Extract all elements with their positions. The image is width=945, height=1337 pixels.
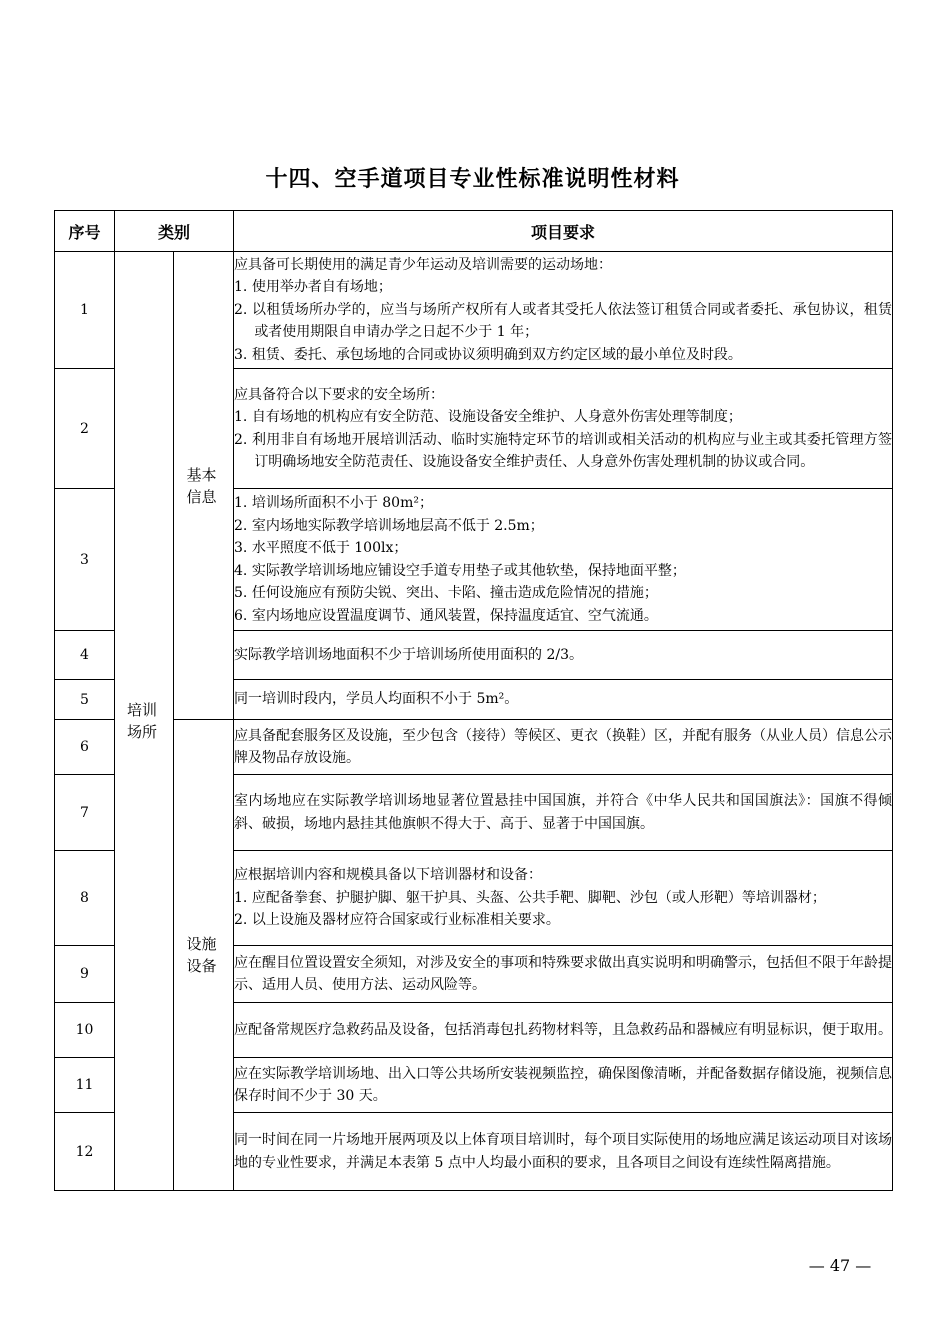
- requirement-line: 1. 培训场所面积不小于 80m²；: [234, 495, 433, 511]
- row-number: 6: [55, 720, 115, 775]
- requirement-line: 室内场地应在实际教学培训场地显著位置悬挂中国国旗，并符合《中华人民共和国国旗法》：国旗不得倾斜、破损，场地内悬挂其他旗帜不得大于、高于、显著于中国国旗。: [234, 793, 893, 832]
- page-number: — 47 —: [808, 1256, 872, 1275]
- requirements-table: [54, 210, 893, 1191]
- requirement-cell: [234, 1113, 893, 1191]
- row-number: 7: [55, 775, 115, 851]
- table-row: [55, 252, 893, 369]
- requirement-cell: [234, 369, 893, 489]
- requirement-cell: [234, 1003, 893, 1058]
- requirement-cell: [234, 851, 893, 946]
- row-number: 11: [55, 1058, 115, 1113]
- row-number: 2: [55, 369, 115, 489]
- row-number: 5: [55, 680, 115, 720]
- requirement-cell: [234, 680, 893, 720]
- requirement-line: 应具备配套服务区及设施，至少包含（接待）等候区、更衣（换鞋）区，并配有服务（从业人员）信息公示牌及物品存放设施。: [234, 727, 893, 766]
- category-basic: 基本信息: [174, 252, 234, 720]
- row-number: 12: [55, 1113, 115, 1191]
- requirement-line: 应在醒目位置设置安全须知，对涉及安全的事项和特殊要求做出真实说明和明确警示，包括但不限于年龄提示、适用人员、使用方法、运动风险等。: [234, 954, 893, 993]
- row-number: 1: [55, 252, 115, 369]
- requirement-line: 3. 水平照度不低于 100lx；: [234, 540, 408, 556]
- category-facility: 设施设备: [174, 720, 234, 1191]
- requirement-line: 1. 应配备拳套、护腿护脚、躯干护具、头盔、公共手靶、脚靶、沙包（或人形靶）等培训器材；: [234, 889, 826, 906]
- row-number: 8: [55, 851, 115, 946]
- requirement-line: 2. 以上设施及器材应符合国家或行业标准相关要求。: [234, 912, 560, 929]
- requirement-line: 2. 利用非自有场地开展培训活动、临时实施特定环节的培训或相关活动的机构应与业主或其委托管理方签订明确场地安全防范责任、设施设备安全维护责任、人身意外伤害处理机制的协议或合同。: [234, 431, 893, 470]
- table-header-row: [55, 211, 893, 252]
- requirement-line: 4. 实际教学培训场地应铺设空手道专用垫子或其他软垫，保持地面平整；: [234, 562, 686, 579]
- requirement-line: 应配备常规医疗急救药品及设备，包括消毒包扎药物材料等，且急救药品和器械应有明显标识，便于取用。: [234, 1021, 893, 1038]
- requirement-line: 2. 以租赁场所办学的，应当与场所产权所有人或者其受托人依法签订租赁合同或者委托、承包协议，租赁或者使用期限自申请办学之日起不少于 1 年；: [234, 301, 893, 341]
- requirement-cell: [234, 720, 893, 775]
- row-number: 3: [55, 489, 115, 631]
- requirement-line: 同一培训时段内，学员人均面积不小于 5m²。: [234, 691, 519, 708]
- table-row: [55, 720, 893, 775]
- row-number: 4: [55, 631, 115, 680]
- requirement-line: 应在实际教学培训场地、出入口等公共场所安装视频监控，确保图像清晰，并配备数据存储设施，视频信息保存时间不少于 30 天。: [234, 1065, 893, 1104]
- header-category: 类别: [115, 211, 234, 252]
- requirement-cell: [234, 252, 893, 369]
- requirement-cell: [234, 631, 893, 680]
- requirement-cell: [234, 775, 893, 851]
- requirement-line: 实际教学培训场地面积不少于培训场所使用面积的 2/3。: [234, 646, 583, 663]
- header-requirements: 项目要求: [234, 211, 893, 252]
- requirement-cell: [234, 1058, 893, 1113]
- requirement-line: 应具备可长期使用的满足青少年运动及培训需要的运动场地：: [234, 256, 613, 273]
- page-title: 十四、空手道项目专业性标准说明性材料: [265, 167, 680, 192]
- row-number: 9: [55, 946, 115, 1003]
- requirement-line: 1. 自有场地的机构应有安全防范、设施设备安全维护、人身意外伤害处理等制度；: [234, 409, 742, 425]
- requirement-line: 1. 使用举办者自有场地；: [234, 279, 392, 296]
- row-number: 10: [55, 1003, 115, 1058]
- requirement-cell: [234, 946, 893, 1003]
- category-main: 培训场所: [115, 252, 174, 1191]
- requirement-line: 3. 租赁、委托、承包场地的合同或协议须明确到双方约定区域的最小单位及时段。: [234, 346, 742, 363]
- requirement-line: 2. 室内场地实际教学培训场地层高不低于 2.5m；: [234, 517, 544, 534]
- requirement-cell: [234, 489, 893, 631]
- requirement-line: 6. 室内场地应设置温度调节、通风装置，保持温度适宜、空气流通。: [234, 607, 658, 624]
- requirement-line: 应具备符合以下要求的安全场所：: [234, 386, 445, 403]
- requirement-line: 应根据培训内容和规模具备以下培训器材和设备：: [234, 867, 543, 884]
- header-num: 序号: [55, 211, 115, 252]
- requirement-line: 5. 任何设施应有预防尖锐、突出、卡陷、撞击造成危险情况的措施；: [234, 585, 658, 601]
- requirement-line: 同一时间在同一片场地开展两项及以上体育项目培训时，每个项目实际使用的场地应满足该运动项目对该场地的专业性要求，并满足本表第 5 点中人均最小面积的要求，且各项目之间设有连续性隔离措施。: [234, 1132, 893, 1171]
